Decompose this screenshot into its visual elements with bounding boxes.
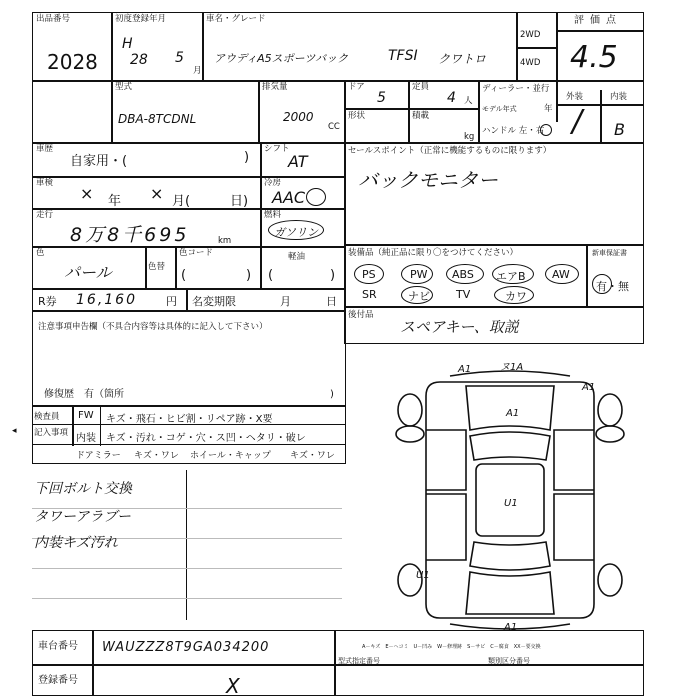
usage-label: 車歴 xyxy=(36,144,54,154)
fuel-value: ガソリン xyxy=(274,226,318,239)
equip-sr: SR xyxy=(362,288,377,301)
name-change-label: 名変期限 xyxy=(192,295,236,308)
score-label: 評価点 xyxy=(574,15,622,26)
ac-circle xyxy=(306,188,326,206)
divider xyxy=(344,108,478,110)
divider xyxy=(516,47,556,49)
after-items-label: 後付品 xyxy=(348,310,374,320)
windshield xyxy=(470,432,550,460)
score-value: 4.5 xyxy=(570,40,618,75)
ext-slash: / xyxy=(572,104,583,139)
color-code-label: 色コード xyxy=(179,248,214,258)
reg-year: 28 xyxy=(130,52,148,68)
right-mirror xyxy=(596,426,624,442)
inspector-label-2: 記入事項 xyxy=(34,428,69,438)
warranty-value: 有・無 xyxy=(596,280,629,293)
ext-label: 外装 xyxy=(566,92,584,102)
after-items-value: スペアキー、取説 xyxy=(400,318,519,336)
capacity-value: 4 xyxy=(447,90,456,106)
usage-value: 自家用・( xyxy=(70,154,128,169)
equip-ps: PS xyxy=(362,268,376,281)
recycle-yen: 円 xyxy=(166,295,177,308)
divider xyxy=(145,246,147,290)
equip-kawa-circle xyxy=(494,286,534,304)
grade: TFSI xyxy=(388,48,418,64)
divider xyxy=(32,444,346,445)
notes-label: 注意事項申告欄（不具合内容等は具体的に記入して下さい） xyxy=(38,322,268,332)
reg-era: H xyxy=(122,36,133,52)
diesel-open: ( xyxy=(268,268,274,283)
lot-number: 2028 xyxy=(47,50,98,74)
left-front-door xyxy=(426,430,466,490)
ac-label: 冷房 xyxy=(264,178,282,188)
drive-2wd: 2WD xyxy=(520,30,541,40)
car-name-label: 車名・グレード xyxy=(206,14,266,24)
year-unit: 年 xyxy=(544,104,553,114)
divider xyxy=(586,244,588,308)
divider xyxy=(72,406,74,446)
inspector-interior: 内装 xyxy=(76,433,96,444)
equip-kawa: カワ xyxy=(505,290,527,303)
doors-value: 5 xyxy=(377,90,386,106)
name-change-month: 月 xyxy=(280,295,291,308)
name-change-day: 日 xyxy=(326,295,337,308)
divider xyxy=(478,80,480,144)
equip-aw-circle xyxy=(545,264,579,284)
drive-4wd: 4WD xyxy=(520,58,541,68)
divider xyxy=(111,80,113,144)
handwritten-note-2: タワーアラブー xyxy=(34,509,131,525)
ac-value: AAC xyxy=(272,188,306,207)
divider xyxy=(100,406,101,446)
recycle-label: R券 xyxy=(38,295,57,308)
inspector-mirror-items: キズ・ワレ xyxy=(134,451,179,461)
divider xyxy=(111,12,113,82)
divider xyxy=(32,598,342,599)
equip-aw: AW xyxy=(552,268,570,281)
inspector-fw: FW xyxy=(78,410,94,421)
recycle-value: 16,160 xyxy=(76,292,137,308)
diesel-close: ) xyxy=(330,268,336,283)
divider xyxy=(408,80,410,144)
equip-airbag: エアB xyxy=(496,270,526,283)
color-code-close: ) xyxy=(246,268,252,283)
equip-navi-circle xyxy=(401,286,433,304)
car-damage-diagram xyxy=(380,360,640,640)
damage-legend: A－キズ E－ヘコミ U－凹み W－修理跡 S－サビ C－腐食 XX－要交換 xyxy=(362,644,541,650)
divider xyxy=(260,246,262,290)
right-front-door xyxy=(554,430,594,490)
front-right-wheel xyxy=(598,394,622,426)
divider xyxy=(202,12,204,82)
inspection-day-unit: 日) xyxy=(230,194,249,209)
divider xyxy=(260,176,262,210)
shift-value: AT xyxy=(288,152,308,171)
equip-navi: ナビ xyxy=(408,290,430,303)
damage-mark-right-front: A1 xyxy=(582,382,596,393)
grade2: クワトロ xyxy=(438,52,487,66)
sales-point-value: バックモニター xyxy=(358,168,498,192)
damage-mark-rear: A1 xyxy=(504,622,518,633)
divider xyxy=(556,30,644,32)
category-number-label: 類別区分番号 xyxy=(488,657,530,665)
capacity-label: 定員 xyxy=(412,82,430,92)
model-value: DBA-8TCDNL xyxy=(118,112,197,126)
damage-mark-roof: U1 xyxy=(504,498,518,509)
color-change-label: 色替 xyxy=(148,262,166,272)
front-left-wheel xyxy=(398,394,422,426)
inspector-mirror: ドアミラー xyxy=(76,451,121,461)
warranty-circle xyxy=(592,274,612,294)
cc-unit: CC xyxy=(328,122,340,132)
km-unit: km xyxy=(218,236,232,246)
damage-mark-front-bumper: ヌ1A xyxy=(500,362,524,373)
color-label: 色 xyxy=(36,248,45,258)
equip-abs: ABS xyxy=(452,268,474,281)
sales-point-label: セールスポイント（正常に機能するものに限ります） xyxy=(348,146,552,156)
car-name: アウディA5スポーツバック xyxy=(214,52,348,65)
mileage-value: 8万8千695 xyxy=(70,224,190,246)
shift-label: シフト xyxy=(264,144,290,154)
dealer-label: ディーラー・並行 xyxy=(482,84,550,94)
model-year-label: モデル年式 xyxy=(482,105,517,113)
fuel-circle xyxy=(268,220,324,240)
diesel-label: 軽油 xyxy=(288,252,306,262)
divider xyxy=(334,630,336,696)
inspection-label: 車検 xyxy=(36,178,54,188)
left-mirror xyxy=(396,426,424,442)
body-label: 形状 xyxy=(348,111,366,121)
equip-tv: TV xyxy=(456,288,471,301)
divider xyxy=(260,142,262,178)
fuel-label: 燃料 xyxy=(264,210,282,220)
divider xyxy=(92,630,94,696)
left-rear-door xyxy=(426,494,466,560)
rear-right-wheel xyxy=(598,564,622,596)
divider xyxy=(175,246,177,290)
int-grade: B xyxy=(614,120,625,139)
inspector-interior-items: キズ・汚れ・コゲ・穴・ス凹・ヘタリ・破レ xyxy=(106,433,306,444)
divider xyxy=(32,568,342,569)
inspection-year-unit: 年 xyxy=(108,194,122,209)
divider xyxy=(260,208,262,248)
load-unit: kg xyxy=(464,132,475,142)
inspector-label-1: 検査員 xyxy=(34,412,60,422)
color-value: パール xyxy=(64,263,112,282)
handwritten-note-1: 下回ボルト交換 xyxy=(34,481,132,497)
color-code-open: ( xyxy=(181,268,187,283)
handwritten-note-3: 内装キズ汚れ xyxy=(34,535,118,551)
left-arrow-marker: ◂ xyxy=(12,426,17,436)
displacement-value: 2000 xyxy=(283,110,314,124)
chassis-value: WAUZZZ8T9GA034200 xyxy=(102,640,270,655)
equip-airbag-circle xyxy=(492,264,534,284)
capacity-unit: 人 xyxy=(464,96,473,106)
right-rear-door xyxy=(554,494,594,560)
sign-mark: X xyxy=(226,674,240,698)
inspection-year-mark: × xyxy=(80,184,94,203)
divider xyxy=(600,90,602,144)
inspection-month-unit: 月( xyxy=(172,194,191,209)
form-number-label: 型式指定番号 xyxy=(338,657,380,665)
handle-right-circle xyxy=(540,124,552,136)
chassis-label: 車台番号 xyxy=(38,641,78,652)
doors-label: ドア xyxy=(348,82,365,92)
inspector-wheel-items: キズ・ワレ xyxy=(290,451,335,461)
damage-mark-hood: A1 xyxy=(506,408,520,419)
reg-number-label: 登録番号 xyxy=(38,675,78,686)
inspection-month-mark: × xyxy=(150,184,164,203)
equipment-label: 装備品（純正品に限り〇をつけてください） xyxy=(348,248,519,258)
inspector-wheel: ホイール・キャップ xyxy=(190,451,271,461)
divider xyxy=(344,80,346,144)
divider xyxy=(258,80,260,144)
equip-pw-circle xyxy=(401,264,433,284)
handle-label: ハンドル 左・右 xyxy=(482,126,545,136)
sales-point-frame xyxy=(344,142,644,246)
first-reg-label: 初度登録年月 xyxy=(115,14,167,24)
trunk-panel xyxy=(466,572,554,614)
repair-close: ) xyxy=(330,389,334,400)
divider xyxy=(186,288,188,312)
month-unit: 月 xyxy=(193,66,202,76)
displacement-label: 排気量 xyxy=(262,82,288,92)
inspector-fw-items: キズ・飛石・ヒビ割・リペア跡・X要 xyxy=(106,414,273,425)
equip-pw: PW xyxy=(410,268,428,281)
new-warranty-label: 新車保証書 xyxy=(592,249,627,257)
mileage-label: 走行 xyxy=(36,210,54,220)
repair-label: 修復歴 有（箇所 xyxy=(44,389,124,400)
model-label: 型式 xyxy=(115,82,133,92)
damage-mark-front-left: A1 xyxy=(458,364,472,375)
reg-month: 5 xyxy=(175,50,184,66)
equip-ps-circle xyxy=(354,264,384,284)
rear-window xyxy=(470,542,550,570)
usage-close: ) xyxy=(244,150,250,165)
top-title-fragment xyxy=(0,0,700,6)
damage-mark-rear-left: U1 xyxy=(416,570,430,581)
int-label: 内装 xyxy=(610,92,628,102)
equip-abs-circle xyxy=(446,264,484,284)
load-label: 積載 xyxy=(412,111,430,121)
lot-label: 出品番号 xyxy=(36,14,71,24)
